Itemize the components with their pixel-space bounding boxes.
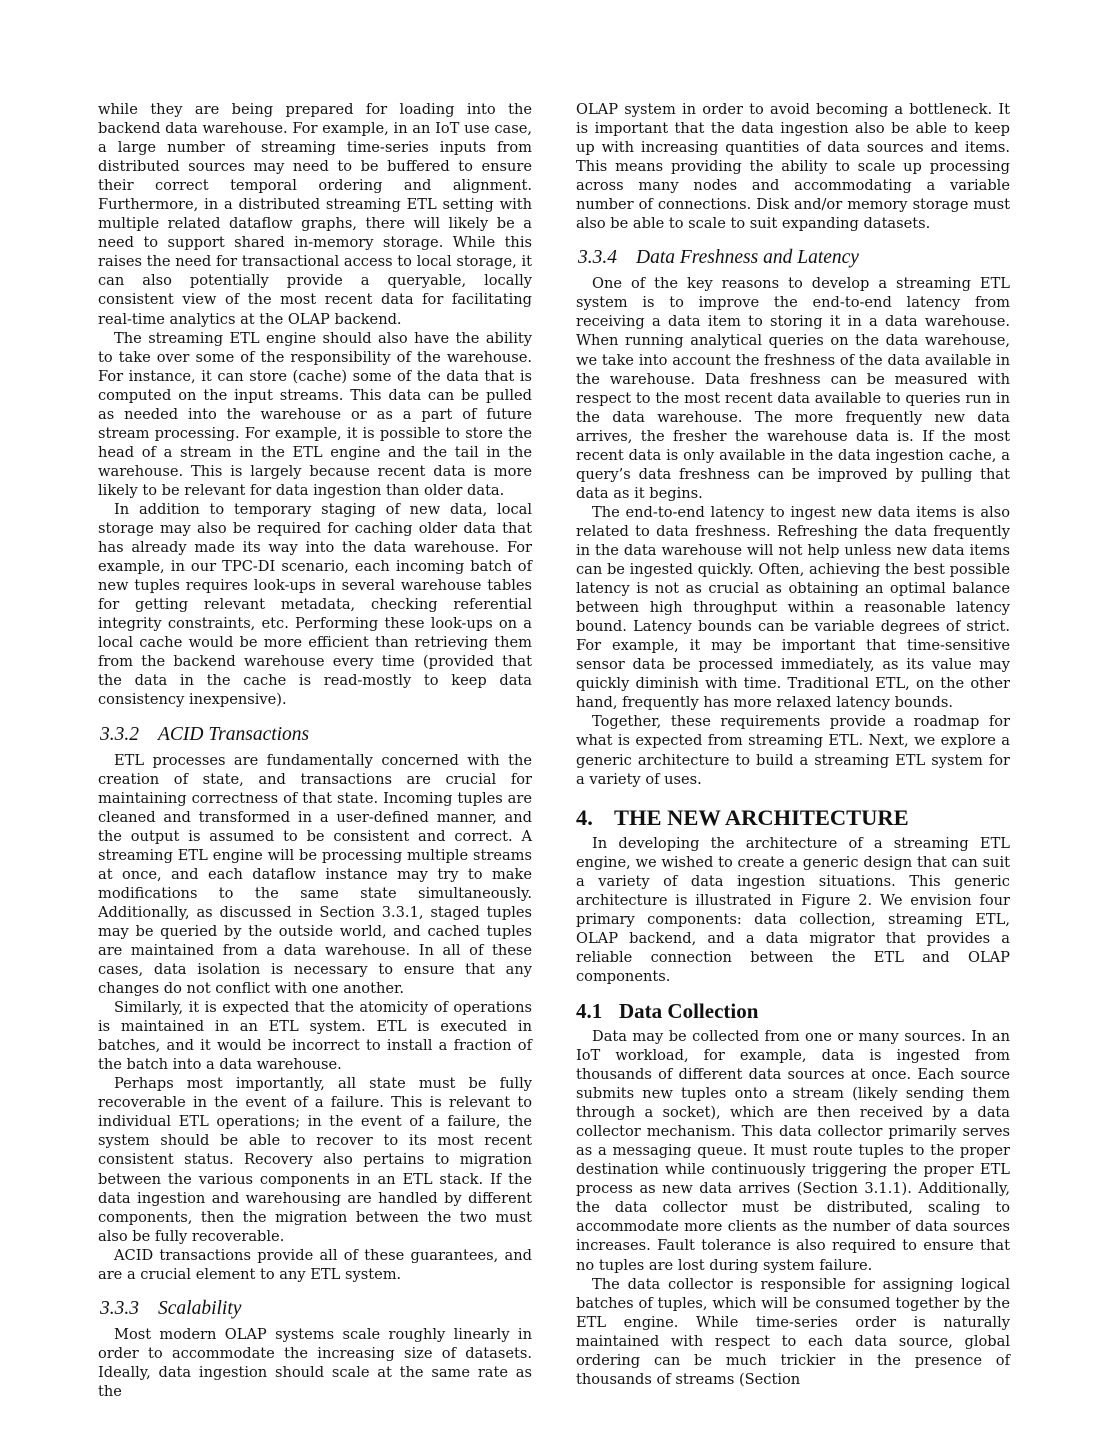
paragraph: The end-to-end latency to ingest new data items is also related to data freshness. Refreshing the data frequently in the data warehouse will not help unless new data items can be ingested quickly. Often, achieving the best possible latency is not as crucial as obtaining an optimal balance between high throughput within a reasonable latency bound. Latency bounds can be variable degrees of strict. For example, it may be important that time-sensitive sensor data be processed immediately, as its value may quickly diminish with time. Traditional ETL, on the other hand, frequently has more relaxed latency bounds. [576,503,1010,712]
paragraph: ACID transactions provide all of these guarantees, and are a crucial element to any ETL system. [98,1246,532,1283]
heading-data-freshness [578,247,1010,269]
paragraph: ETL processes are fundamentally concerned with the creation of state, and transactions are crucial for maintaining correctness of that state. Incoming tuples are cleaned and transformed in a user-defined manner, and the output is assumed to be consistent and correct. A streaming ETL engine will be processing multiple streams at once, and each dataflow instance may try to make modifications to the same state simultaneously. Additionally, as discussed in Section 3.3.1, staged tuples may be queried by the outside world, and cached tuples are maintained from a data warehouse. In all of these cases, data isolation is necessary to ensure that any changes do not conflict with one another. [98,751,532,998]
paragraph-continued: OLAP system in order to avoid becoming a bottleneck. It is important that the data ingestion also be able to keep up with increasing quantities of data sources and items. This means providing the ability to scale up processing across many nodes and accommodating a variable number of connections. Disk and/or memory storage must also be able to scale to suit expanding datasets. [576,101,1010,233]
heading-scalability [100,1298,532,1320]
right-column [576,100,1010,1389]
left-column [98,100,532,1401]
paragraph: Most modern OLAP systems scale roughly linearly in order to accommodate the increasing size of datasets. Ideally, data ingestion should scale at the same rate as the [98,1325,532,1400]
paragraph: In developing the architecture of a streaming ETL engine, we wished to create a generic design that can suit a variety of data ingestion situations. This generic architecture is illustrated in Figure 2. We envision four primary components: data collection, streaming ETL, OLAP backend, and a data migrator that provides a reliable connection between the ETL and OLAP components. [576,834,1010,985]
section-title: Data Collection [619,998,759,1023]
paragraph: Together, these requirements provide a roadmap for what is expected from streaming ETL. Next, we explore a generic architecture to build a streaming ETL system for a variety of uses. [576,713,1010,788]
paragraph: One of the key reasons to develop a streaming ETL system is to improve the end-to-end latency from receiving a data item to storing it in a data warehouse. When running analytical queries on the data warehouse, we take into account the freshness of the data available in the warehouse. Data freshness can be measured with respect to the most recent data available to queries run in the data warehouse. The more frequently new data arrives, the fresher the warehouse data is. If the most recent data is only available in the data ingestion cache, a query’s data freshness can be improved by pulling that data as it begins. [576,275,1010,502]
heading-data-collection [576,1000,1010,1023]
heading-acid-transactions [100,724,532,746]
section-number: 4. [576,804,593,830]
section-number: 3.3.2 [100,723,139,745]
paragraph: The streaming ETL engine should also have the ability to take over some of the responsibility of the warehouse. For instance, it can store (cache) some of the data that is computed on the input streams. This data can be pulled as needed into the warehouse or as a part of future stream processing. For example, it is possible to store the head of a stream in the ETL engine and the tail in the warehouse. This is largely because recent data is more likely to be relevant for data ingestion than older data. [98,329,532,499]
heading-new-architecture [576,806,1010,830]
paragraph: Perhaps most importantly, all state must be fully recoverable in the event of a failure. This is relevant to individual ETL operations; in the event of a failure, the system should be able to recover to its most recent consistent status. Recovery also pertains to migration between the various components in an ETL stack. If the data ingestion and warehousing are handled by different components, then the migration between the two must also be fully recoverable. [98,1075,532,1245]
paragraph: In addition to temporary staging of new data, local storage may also be required for caching older data that has already made its way into the data warehouse. For example, in our TPC-DI scenario, each incoming batch of new tuples requires look-ups in several warehouse tables for getting relevant metadata, checking referential integrity constraints, etc. Performing these look-ups on a local cache would be more efficient than retrieving them from the backend warehouse every time (provided that the data in the cache is read-mostly to keep data consistency inexpensive). [98,500,532,709]
section-number: 3.3.3 [100,1297,139,1319]
section-number: 3.3.4 [578,247,617,269]
paragraph: Similarly, it is expected that the atomicity of operations is maintained in an ETL system. ETL is executed in batches, and it would be incorrect to install a fraction of the batch into a data warehouse. [98,999,532,1074]
section-title: THE NEW ARCHITECTURE [614,804,909,830]
section-number: 4.1 [576,998,603,1023]
section-title: ACID Transactions [158,723,310,745]
paragraph: Data may be collected from one or many sources. In an IoT workload, for example, data is ingested from thousands of different data sources at once. Each source submits new tuples onto a stream (likely sending them through a socket), which are then received by a data collector mechanism. This data collector primarily serves as a messaging queue. It must route tuples to the proper destination while continuously triggering the proper ETL process as new data arrives (Section 3.1.1). Additionally, the data collector must be distributed, scaling to accommodate more clients as the number of data sources increases. Fault tolerance is also required to ensure that no tuples are lost during system failure. [576,1027,1010,1274]
paragraph: The data collector is responsible for assigning logical batches of tuples, which will be consumed together by the ETL engine. While time-series order is naturally maintained with respect to each data source, global ordering can be much trickier in the presence of thousands of streams (Section [576,1275,1010,1388]
section-title: Scalability [158,1297,242,1319]
paragraph-continued: while they are being prepared for loading into the backend data warehouse. For example, in an IoT use case, a large number of streaming time-series inputs from distributed sources may need to be buffered to ensure their correct temporal ordering and alignment. Furthermore, in a distributed streaming ETL setting with multiple related dataflow graphs, there will likely be a need to support shared in-memory storage. While this raises the need for transactional access to local storage, it can also potentially provide a queryable, locally consistent view of the most recent data for facilitating real-time analytics at the OLAP backend. [98,101,532,328]
section-title: Data Freshness and Latency [636,247,859,269]
